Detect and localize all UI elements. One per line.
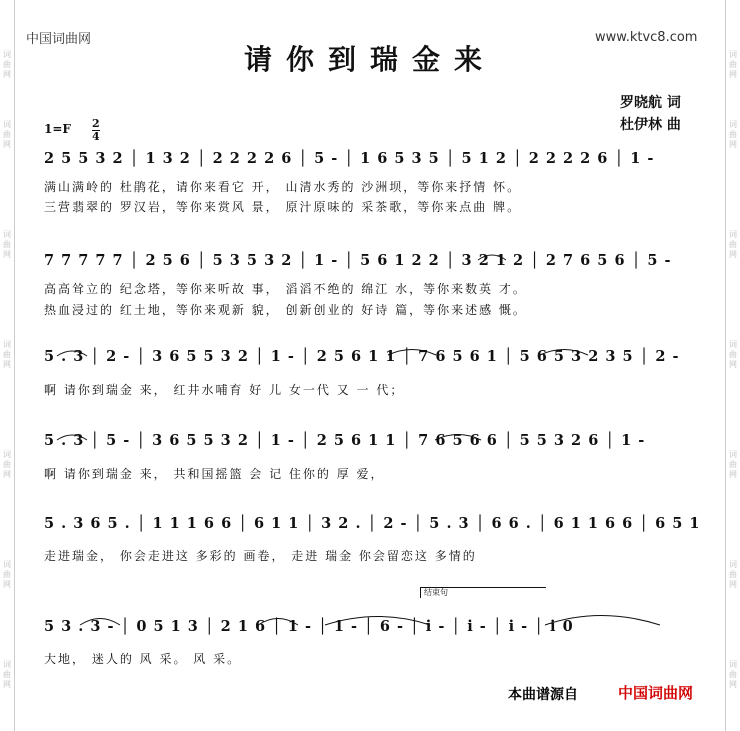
- lyric-row-6: 大地， 迷人的 风 采。 风 采。: [44, 652, 242, 666]
- tie-6: [57, 435, 87, 440]
- lyricist-credit: 罗晓航 词: [620, 95, 681, 111]
- side-watermark-r-2: 词 曲 网: [729, 230, 737, 259]
- tie-10: [545, 616, 660, 626]
- side-watermark-l-4: 词 曲 网: [3, 450, 11, 479]
- tie-5: [57, 351, 87, 356]
- tie-1: [478, 255, 506, 260]
- notation-row-2: 7 7 7 7 7 │ 2 5 6 │ 5 3 5 3 2 │ 1 - │ 5 6 1 2 2 │ 3 2 1 2 │ 2 7 6 5 6 │ 5 -: [44, 252, 672, 269]
- lyric-row-2-verse-1: 高高耸立的 纪念塔，等你来听故 事， 滔滔不绝的 绵江 水，等你来数英 才。: [44, 282, 527, 296]
- tie-4: [435, 435, 481, 441]
- lyric-row-1-verse-2: 三营翡翠的 罗汉岩，等你来赏风 景， 原汁原味的 采茶歌，等你来点曲 牌。: [44, 200, 522, 214]
- notation-row-6: 5 3 . 3 - │ 0 5 1 3 │ 2 1 6 │ 1 - │ 1 - │ 6 - │ i - │ i - │ i - │ i 0: [44, 618, 574, 635]
- side-watermark-l-2: 词 曲 网: [3, 230, 11, 259]
- lyric-row-3: 啊 请你到瑞金 来， 红井水哺育 好 儿 女一代 又 一 代；: [44, 383, 405, 397]
- side-watermark-l-0: 词 曲 网: [3, 50, 11, 79]
- notation-row-3: 5 . 3 │ 2 - │ 3 6 5 5 3 2 │ 1 - │ 2 5 6 1 1 │ 7 6 5 6 1 │ 5 6 5 3 2 3 5 │ 2 -: [44, 348, 680, 365]
- source-site-name: 中国词曲网: [618, 684, 694, 702]
- side-watermark-l-1: 词 曲 网: [3, 120, 11, 149]
- tie-2: [388, 350, 436, 356]
- lyric-row-1-verse-1: 满山满岭的 杜鹃花，请你来看它 开， 山清水秀的 沙洲坝，等你来抒情 怀。: [44, 180, 522, 194]
- side-watermark-r-4: 词 曲 网: [729, 450, 737, 479]
- tie-9: [325, 617, 430, 626]
- site-name-left: 中国词曲网: [26, 32, 92, 47]
- tie-7: [80, 619, 120, 626]
- lyric-row-5: 走进瑞金， 你会走进这 多彩的 画卷， 走进 瑞金 你会留恋这 多情的: [44, 549, 477, 563]
- notation-row-1: 2 5 5 3 2 │ 1 3 2 │ 2 2 2 2 6 │ 5 - │ 1 6 5 3 5 │ 5 1 2 │ 2 2 2 2 6 │ 1 -: [44, 150, 655, 167]
- lyric-row-4: 啊 请你到瑞金 来， 共和国摇篮 会 记 住你的 厚 爱，: [44, 467, 385, 481]
- key-signature: 1=F: [44, 122, 71, 136]
- side-watermark-r-0: 词 曲 网: [729, 50, 737, 79]
- notation-row-4: 5 . 3 │ 5 - │ 3 6 5 5 3 2 │ 1 - │ 2 5 6 1 1 │ 7 6 5 6 6 │ 5 5 3 2 6 │ 1 -: [44, 432, 646, 449]
- notation-row-5: 5 . 3 6 5 . │ 1 1 1 6 6 │ 6 1 1 │ 3 2 . │ 2 - │ 5 . 3 │ 6 6 . │ 6 1 1 6 6 │ 6 5 1: [44, 515, 701, 532]
- side-watermark-l-6: 词 曲 网: [3, 660, 11, 689]
- song-title: 请你到瑞金来: [243, 43, 496, 76]
- composer-credit: 杜伊林 曲: [620, 117, 681, 133]
- tie-3: [540, 350, 588, 356]
- time-sig-bottom: 4: [92, 130, 100, 143]
- source-label: 本曲谱源自: [508, 687, 578, 703]
- side-watermark-r-5: 词 曲 网: [729, 560, 737, 589]
- side-watermark-l-3: 词 曲 网: [3, 340, 11, 369]
- tie-8: [258, 619, 298, 626]
- side-watermark-l-5: 词 曲 网: [3, 560, 11, 589]
- side-watermark-r-6: 词 曲 网: [729, 660, 737, 689]
- lyric-row-2-verse-2: 热血浸过的 红土地，等你来观新 貌， 创新创业的 好诗 篇，等你来述感 慨。: [44, 303, 527, 317]
- site-url-right: www.ktvc8.com: [595, 30, 698, 45]
- side-watermark-r-3: 词 曲 网: [729, 340, 737, 369]
- side-watermark-r-1: 词 曲 网: [729, 120, 737, 149]
- ending-phrase-bracket: 结束句: [420, 587, 546, 598]
- time-sig-top: 2: [92, 117, 100, 130]
